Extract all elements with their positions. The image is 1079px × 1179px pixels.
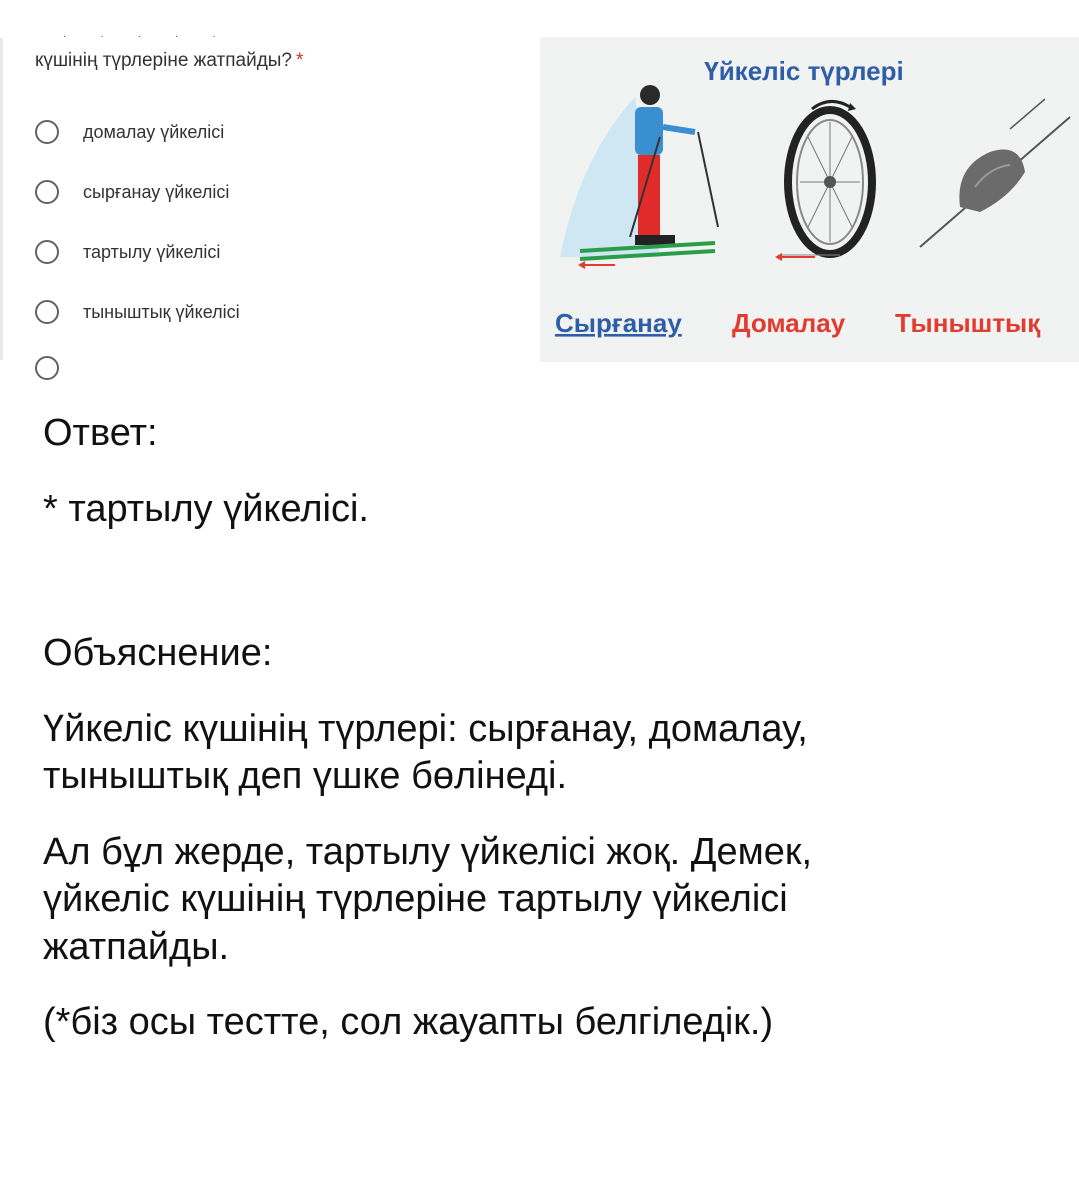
radio-icon[interactable] xyxy=(35,180,59,204)
label-static: Тыныштық xyxy=(895,308,1041,338)
answer-text: * тартылу үйкелісі. xyxy=(43,487,369,530)
required-asterisk: * xyxy=(296,50,304,71)
answer-section xyxy=(43,410,1043,1047)
illustration-title: Үйкеліс түрлері xyxy=(704,56,904,86)
label-sliding: Сырғанау xyxy=(555,308,682,338)
option-label: тыныштық үйкелісі xyxy=(83,301,240,322)
rock-on-slope-figure xyxy=(920,99,1070,247)
option-rolling-friction[interactable] xyxy=(35,120,224,144)
radio-icon[interactable] xyxy=(35,120,59,144)
option-label: тартылу үйкелісі xyxy=(83,241,221,262)
friction-illustration-svg xyxy=(540,37,1079,362)
explanation-line: тыныштық деп үшке бөлінеді. xyxy=(43,755,568,797)
wheel-figure xyxy=(775,101,872,261)
explanation-heading: Объяснение: xyxy=(43,632,273,674)
radio-icon[interactable] xyxy=(35,356,59,380)
radio-icon[interactable] xyxy=(35,240,59,264)
explanation-line: үйкеліс күшінің түрлеріне тартылу үйкелісі xyxy=(43,878,788,920)
quiz-card xyxy=(0,31,515,360)
explanation-line: жатпайды. xyxy=(43,925,230,968)
option-pull-friction[interactable] xyxy=(35,240,220,264)
explanation-line: Үйкеліс күшінің түрлері: сырғанау, домалау, xyxy=(43,707,808,750)
option-static-friction[interactable] xyxy=(35,300,240,324)
explanation-line: Ал бұл жерде, тартылу үйкелісі жоқ. Демек, xyxy=(43,830,813,873)
answer-heading: Ответ: xyxy=(43,412,158,454)
option-label: домалау үйкелісі xyxy=(83,121,225,142)
radio-icon[interactable] xyxy=(35,300,59,324)
question-text xyxy=(35,50,303,72)
label-rolling: Домалау xyxy=(732,308,846,338)
note-text: (*біз осы тестте, сол жауапты белгіледік.) xyxy=(43,1001,774,1043)
skier-figure xyxy=(560,85,718,269)
cropped-text-remnant: ····· xyxy=(63,31,250,42)
friction-types-illustration xyxy=(540,37,1079,362)
option-label: сырғанау үйкелісі xyxy=(83,181,230,202)
question-label: күшінің түрлеріне жатпайды? xyxy=(35,50,293,71)
option-sliding-friction[interactable] xyxy=(35,180,229,204)
